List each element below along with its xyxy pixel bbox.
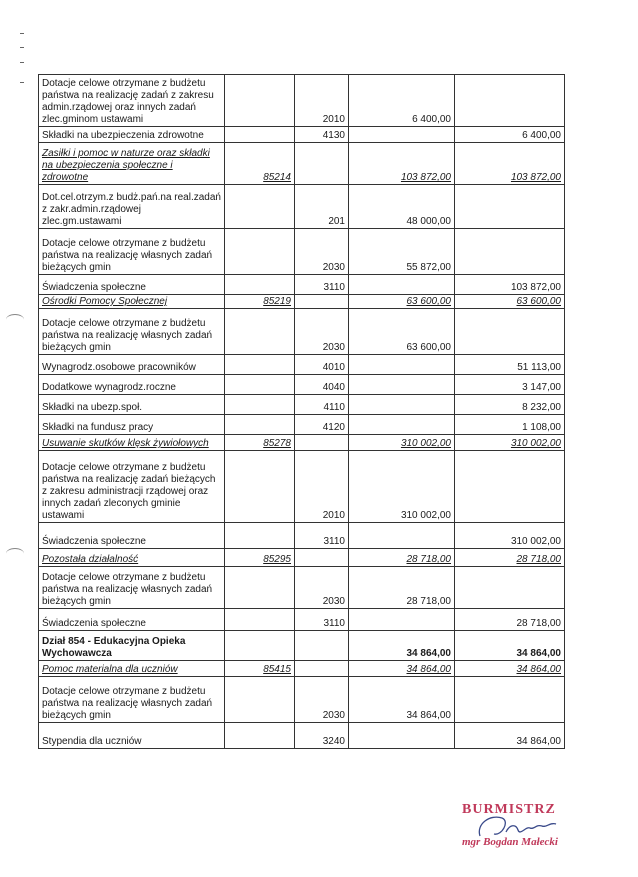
row-paragraf: 3110	[295, 523, 349, 549]
row-paragraf: 2030	[295, 567, 349, 609]
row-description: Stypendia dla uczniów	[39, 723, 225, 749]
row-dochody	[349, 609, 455, 631]
row-dochody: 63 600,00	[349, 295, 455, 309]
table-row	[39, 451, 565, 523]
table-row-section	[39, 295, 565, 309]
row-paragraf: 3240	[295, 723, 349, 749]
row-wydatki	[455, 229, 565, 275]
row-rozdzial	[225, 185, 295, 229]
row-dochody: 28 718,00	[349, 567, 455, 609]
row-paragraf: 4040	[295, 375, 349, 395]
margin-tick	[20, 47, 24, 48]
row-paragraf: 2030	[295, 309, 349, 355]
row-paragraf: 2010	[295, 451, 349, 523]
row-dochody: 34 864,00	[349, 661, 455, 677]
margin-tick	[20, 62, 24, 63]
row-wydatki	[455, 75, 565, 127]
row-wydatki: 103 872,00	[455, 143, 565, 185]
row-dochody: 103 872,00	[349, 143, 455, 185]
row-description: Składki na ubezp.społ.	[39, 395, 225, 415]
mayor-stamp	[448, 800, 588, 860]
row-description: Dotacje celowe otrzymane z budżetu państwa na realizację własnych zadań bieżących gmin	[39, 567, 225, 609]
row-wydatki: 8 232,00	[455, 395, 565, 415]
row-wydatki: 3 147,00	[455, 375, 565, 395]
stamp-title: BURMISTRZ	[462, 802, 556, 817]
margin-arc	[6, 314, 24, 325]
margin-arc	[6, 548, 24, 559]
margin-tick	[20, 33, 24, 34]
row-dochody: 310 002,00	[349, 451, 455, 523]
row-description: Dotacje celowe otrzymane z budżetu państwa na realizację własnych zadań bieżących gmin	[39, 309, 225, 355]
row-rozdzial: 85295	[225, 549, 295, 567]
row-paragraf: 3110	[295, 275, 349, 295]
row-paragraf: 4130	[295, 127, 349, 143]
row-wydatki: 28 718,00	[455, 609, 565, 631]
row-dochody: 34 864,00	[349, 677, 455, 723]
row-wydatki: 51 113,00	[455, 355, 565, 375]
row-paragraf: 4120	[295, 415, 349, 435]
row-wydatki: 34 864,00	[455, 723, 565, 749]
row-wydatki	[455, 567, 565, 609]
table-row	[39, 185, 565, 229]
row-description: Dotacje celowe otrzymane z budżetu państwa na realizację zadań z zakresu admin.rządowej oraz innych zadań zlec.gminom ustawami	[39, 75, 225, 127]
row-description: Dot.cel.otrzym.z budż.pań.na real.zadań z zakr.admin.rządowej zlec.gm.ustawami	[39, 185, 225, 229]
row-dochody	[349, 375, 455, 395]
row-wydatki	[455, 451, 565, 523]
row-rozdzial: 85214	[225, 143, 295, 185]
table-row	[39, 229, 565, 275]
row-paragraf	[295, 435, 349, 451]
row-dochody	[349, 395, 455, 415]
row-description: Usuwanie skutków klęsk żywiołowych	[39, 435, 225, 451]
row-rozdzial	[225, 375, 295, 395]
table-row	[39, 677, 565, 723]
row-wydatki: 34 864,00	[455, 661, 565, 677]
table-row	[39, 609, 565, 631]
row-rozdzial	[225, 415, 295, 435]
row-wydatki: 63 600,00	[455, 295, 565, 309]
row-wydatki	[455, 185, 565, 229]
row-paragraf	[295, 143, 349, 185]
row-dochody	[349, 415, 455, 435]
row-paragraf	[295, 631, 349, 661]
row-description: Składki na fundusz pracy	[39, 415, 225, 435]
row-wydatki	[455, 677, 565, 723]
row-description: Dotacje celowe otrzymane z budżetu państwa na realizację własnych zadań bieżących gmin	[39, 677, 225, 723]
row-rozdzial	[225, 609, 295, 631]
table-row-section	[39, 143, 565, 185]
table-row	[39, 355, 565, 375]
row-rozdzial: 85415	[225, 661, 295, 677]
row-description: Dotacje celowe otrzymane z budżetu państwa na realizację własnych zadań bieżących gmin	[39, 229, 225, 275]
table-row	[39, 275, 565, 295]
table-row-section	[39, 661, 565, 677]
row-rozdzial	[225, 127, 295, 143]
row-rozdzial	[225, 309, 295, 355]
row-wydatki: 28 718,00	[455, 549, 565, 567]
table-row	[39, 523, 565, 549]
row-paragraf: 2030	[295, 229, 349, 275]
row-paragraf	[295, 549, 349, 567]
row-rozdzial	[225, 275, 295, 295]
row-rozdzial	[225, 395, 295, 415]
row-description: Świadczenia społeczne	[39, 609, 225, 631]
row-paragraf	[295, 295, 349, 309]
table-row	[39, 127, 565, 143]
row-wydatki: 1 108,00	[455, 415, 565, 435]
row-description: Świadczenia społeczne	[39, 523, 225, 549]
table-row	[39, 75, 565, 127]
table-row	[39, 415, 565, 435]
row-wydatki: 310 002,00	[455, 435, 565, 451]
row-dochody: 63 600,00	[349, 309, 455, 355]
row-paragraf: 4010	[295, 355, 349, 375]
row-description: Wynagrodz.osobowe pracowników	[39, 355, 225, 375]
row-dochody: 55 872,00	[349, 229, 455, 275]
row-rozdzial	[225, 355, 295, 375]
table-row-dzial	[39, 631, 565, 661]
table-row	[39, 375, 565, 395]
row-description: Świadczenia społeczne	[39, 275, 225, 295]
table-row	[39, 309, 565, 355]
budget-table	[38, 74, 565, 749]
row-description: Pozostała działalność	[39, 549, 225, 567]
row-rozdzial	[225, 451, 295, 523]
row-dochody	[349, 355, 455, 375]
row-rozdzial	[225, 631, 295, 661]
row-rozdzial	[225, 75, 295, 127]
row-dochody: 310 002,00	[349, 435, 455, 451]
row-wydatki: 34 864,00	[455, 631, 565, 661]
row-rozdzial: 85278	[225, 435, 295, 451]
budget-table-body	[39, 75, 565, 749]
row-rozdzial	[225, 567, 295, 609]
margin-tick	[20, 82, 24, 83]
table-row-section	[39, 549, 565, 567]
row-rozdzial	[225, 523, 295, 549]
row-paragraf: 2010	[295, 75, 349, 127]
table-row	[39, 723, 565, 749]
row-description: Dział 854 - Edukacyjna Opieka Wychowawcza	[39, 631, 225, 661]
row-dochody	[349, 723, 455, 749]
row-paragraf: 3110	[295, 609, 349, 631]
stamp-name: mgr Bogdan Małecki	[462, 836, 558, 848]
row-paragraf: 4110	[295, 395, 349, 415]
row-rozdzial: 85219	[225, 295, 295, 309]
row-rozdzial	[225, 229, 295, 275]
row-wydatki: 6 400,00	[455, 127, 565, 143]
row-description: Zasiłki i pomoc w naturze oraz składki na ubezpieczenia społeczne i zdrowotne	[39, 143, 225, 185]
row-paragraf: 201	[295, 185, 349, 229]
row-description: Dotacje celowe otrzymane z budżetu państwa na realizację zadań bieżących z zakresu administracji rządowej oraz innych zadań zleconych gminie ustawami	[39, 451, 225, 523]
row-dochody	[349, 127, 455, 143]
table-row	[39, 567, 565, 609]
row-wydatki: 310 002,00	[455, 523, 565, 549]
row-description: Składki na ubezpieczenia zdrowotne	[39, 127, 225, 143]
row-paragraf	[295, 661, 349, 677]
row-dochody: 6 400,00	[349, 75, 455, 127]
row-dochody: 34 864,00	[349, 631, 455, 661]
table-row-section	[39, 435, 565, 451]
table-row	[39, 395, 565, 415]
row-rozdzial	[225, 677, 295, 723]
row-rozdzial	[225, 723, 295, 749]
row-description: Dodatkowe wynagrodz.roczne	[39, 375, 225, 395]
row-wydatki: 103 872,00	[455, 275, 565, 295]
row-description: Pomoc materialna dla uczniów	[39, 661, 225, 677]
row-wydatki	[455, 309, 565, 355]
row-dochody	[349, 275, 455, 295]
row-dochody: 48 000,00	[349, 185, 455, 229]
row-description: Ośrodki Pomocy Społecznej	[39, 295, 225, 309]
row-paragraf: 2030	[295, 677, 349, 723]
row-dochody: 28 718,00	[349, 549, 455, 567]
row-dochody	[349, 523, 455, 549]
